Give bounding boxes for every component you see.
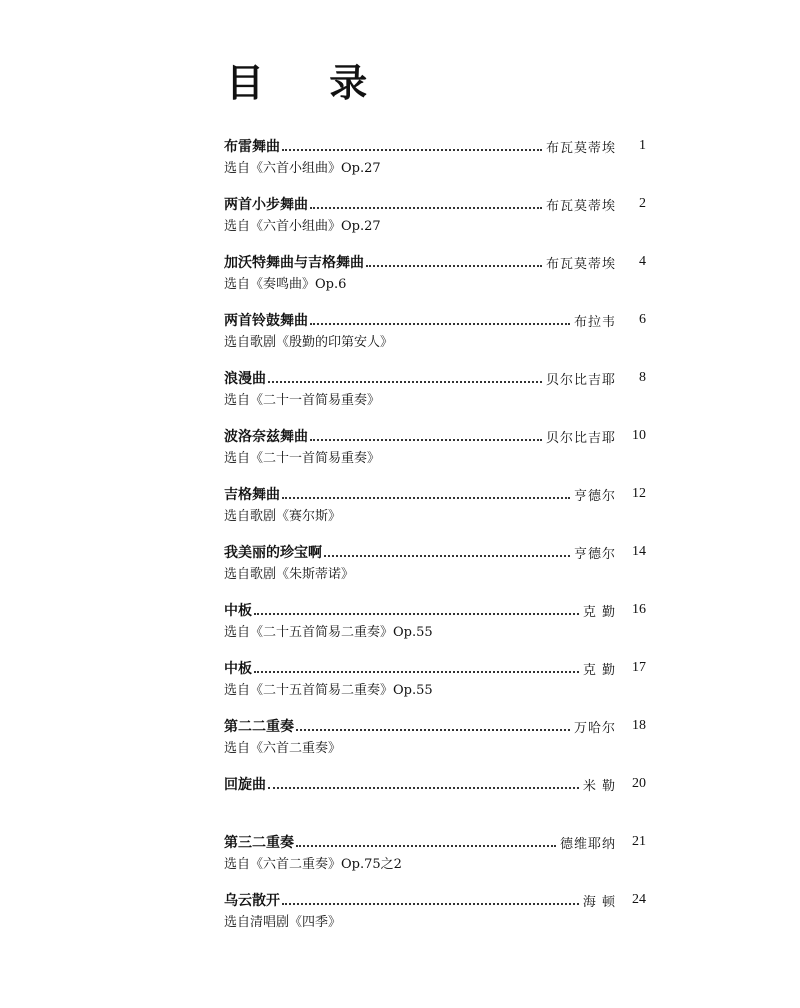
piece-source: 选自《六首二重奏》 bbox=[224, 741, 342, 756]
toc-entry-line bbox=[224, 133, 646, 159]
composer-name: 布瓦莫蒂埃 bbox=[545, 140, 616, 156]
dot-leader bbox=[268, 381, 542, 383]
toc-entry-line bbox=[224, 597, 646, 623]
composer-name: 贝尔比吉耶 bbox=[545, 372, 616, 388]
toc-entry[interactable] bbox=[224, 595, 646, 653]
composer-name: 布拉韦 bbox=[573, 314, 616, 330]
piece-title: 两首铃鼓舞曲 bbox=[224, 313, 308, 329]
dot-leader bbox=[310, 323, 570, 325]
toc-entry[interactable] bbox=[224, 479, 646, 537]
page-number: 17 bbox=[632, 660, 646, 675]
toc-entry[interactable] bbox=[224, 189, 646, 247]
toc-entry[interactable] bbox=[224, 653, 646, 711]
toc-entry-line bbox=[224, 539, 646, 565]
dot-leader bbox=[310, 207, 542, 209]
piece-title: 吉格舞曲 bbox=[224, 487, 280, 503]
composer-name: 克 勤 bbox=[582, 604, 616, 620]
piece-title: 我美丽的珍宝啊 bbox=[224, 545, 322, 561]
piece-source: 选自歌剧《赛尔斯》 bbox=[224, 509, 342, 524]
toc-entry-line bbox=[224, 481, 646, 507]
dot-leader bbox=[296, 729, 570, 731]
composer-name: 万哈尔 bbox=[573, 720, 616, 736]
piece-title: 第二二重奏 bbox=[224, 719, 294, 735]
page-number: 1 bbox=[639, 138, 646, 153]
piece-source: 选自《二十五首简易二重奏》Op.55 bbox=[224, 625, 433, 640]
toc-entry-line bbox=[224, 365, 646, 391]
piece-source: 选自《二十五首简易二重奏》Op.55 bbox=[224, 683, 433, 698]
page-number: 4 bbox=[639, 254, 646, 269]
page-number: 21 bbox=[632, 834, 646, 849]
piece-source: 选自《六首小组曲》Op.27 bbox=[224, 219, 381, 234]
toc-list bbox=[224, 131, 646, 943]
composer-name: 亨德尔 bbox=[573, 488, 616, 504]
toc-entry[interactable] bbox=[224, 537, 646, 595]
page-number: 12 bbox=[632, 486, 646, 501]
dot-leader bbox=[310, 439, 542, 441]
toc-entry[interactable] bbox=[224, 827, 646, 885]
page-number: 16 bbox=[632, 602, 646, 617]
toc-entry-line bbox=[224, 423, 646, 449]
composer-name: 米 勒 bbox=[582, 778, 616, 794]
toc-entry-line bbox=[224, 307, 646, 333]
piece-title: 第三二重奏 bbox=[224, 835, 294, 851]
toc-entry-line bbox=[224, 713, 646, 739]
piece-source: 选自《奏鸣曲》Op.6 bbox=[224, 277, 347, 292]
piece-title: 加沃特舞曲与吉格舞曲 bbox=[224, 255, 364, 271]
page-number: 18 bbox=[632, 718, 646, 733]
composer-name: 德维耶纳 bbox=[559, 836, 616, 852]
page-number: 8 bbox=[639, 370, 646, 385]
piece-title: 乌云散开 bbox=[224, 893, 280, 909]
composer-name: 克 勤 bbox=[582, 662, 616, 678]
dot-leader bbox=[282, 497, 570, 499]
toc-entry[interactable] bbox=[224, 131, 646, 189]
dot-leader bbox=[282, 149, 542, 151]
toc-entry-line bbox=[224, 655, 646, 681]
piece-source: 选自《六首二重奏》Op.75之2 bbox=[224, 857, 402, 872]
dot-leader bbox=[324, 555, 570, 557]
piece-source: 选自《二十一首简易重奏》 bbox=[224, 451, 381, 466]
toc-entry[interactable] bbox=[224, 711, 646, 769]
piece-source: 选自《六首小组曲》Op.27 bbox=[224, 161, 381, 176]
dot-leader bbox=[296, 845, 556, 847]
toc-entry[interactable] bbox=[224, 421, 646, 479]
toc-entry[interactable] bbox=[224, 247, 646, 305]
page-number: 2 bbox=[639, 196, 646, 211]
piece-source: 选自歌剧《朱斯蒂诺》 bbox=[224, 567, 355, 582]
piece-source: 选自清唱剧《四季》 bbox=[224, 915, 342, 930]
piece-title: 浪漫曲 bbox=[224, 371, 266, 387]
piece-title: 波洛奈兹舞曲 bbox=[224, 429, 308, 445]
composer-name: 亨德尔 bbox=[573, 546, 616, 562]
toc-entry-line bbox=[224, 191, 646, 217]
toc-entry[interactable] bbox=[224, 769, 646, 827]
page-number: 20 bbox=[632, 776, 646, 791]
page-title: 目 录 bbox=[226, 61, 394, 105]
piece-source: 选自《二十一首简易重奏》 bbox=[224, 393, 381, 408]
page-number: 6 bbox=[639, 312, 646, 327]
toc-entry-line bbox=[224, 887, 646, 913]
dot-leader bbox=[254, 613, 579, 615]
piece-title: 回旋曲 bbox=[224, 777, 266, 793]
dot-leader bbox=[282, 903, 579, 905]
composer-name: 海 顿 bbox=[582, 894, 616, 910]
toc-entry-line bbox=[224, 771, 646, 797]
piece-title: 中板 bbox=[224, 603, 252, 619]
piece-source: 选自歌剧《殷勤的印第安人》 bbox=[224, 335, 394, 350]
dot-leader bbox=[268, 787, 579, 789]
piece-title: 中板 bbox=[224, 661, 252, 677]
toc-entry[interactable] bbox=[224, 363, 646, 421]
composer-name: 贝尔比吉耶 bbox=[545, 430, 616, 446]
composer-name: 布瓦莫蒂埃 bbox=[545, 198, 616, 214]
dot-leader bbox=[366, 265, 542, 267]
toc-entry-line bbox=[224, 249, 646, 275]
piece-title: 两首小步舞曲 bbox=[224, 197, 308, 213]
toc-entry[interactable] bbox=[224, 885, 646, 943]
page-number: 14 bbox=[632, 544, 646, 559]
dot-leader bbox=[254, 671, 579, 673]
piece-title: 布雷舞曲 bbox=[224, 139, 280, 155]
toc-entry-line bbox=[224, 829, 646, 855]
composer-name: 布瓦莫蒂埃 bbox=[545, 256, 616, 272]
page-number: 10 bbox=[632, 428, 646, 443]
page-number: 24 bbox=[632, 892, 646, 907]
toc-entry[interactable] bbox=[224, 305, 646, 363]
